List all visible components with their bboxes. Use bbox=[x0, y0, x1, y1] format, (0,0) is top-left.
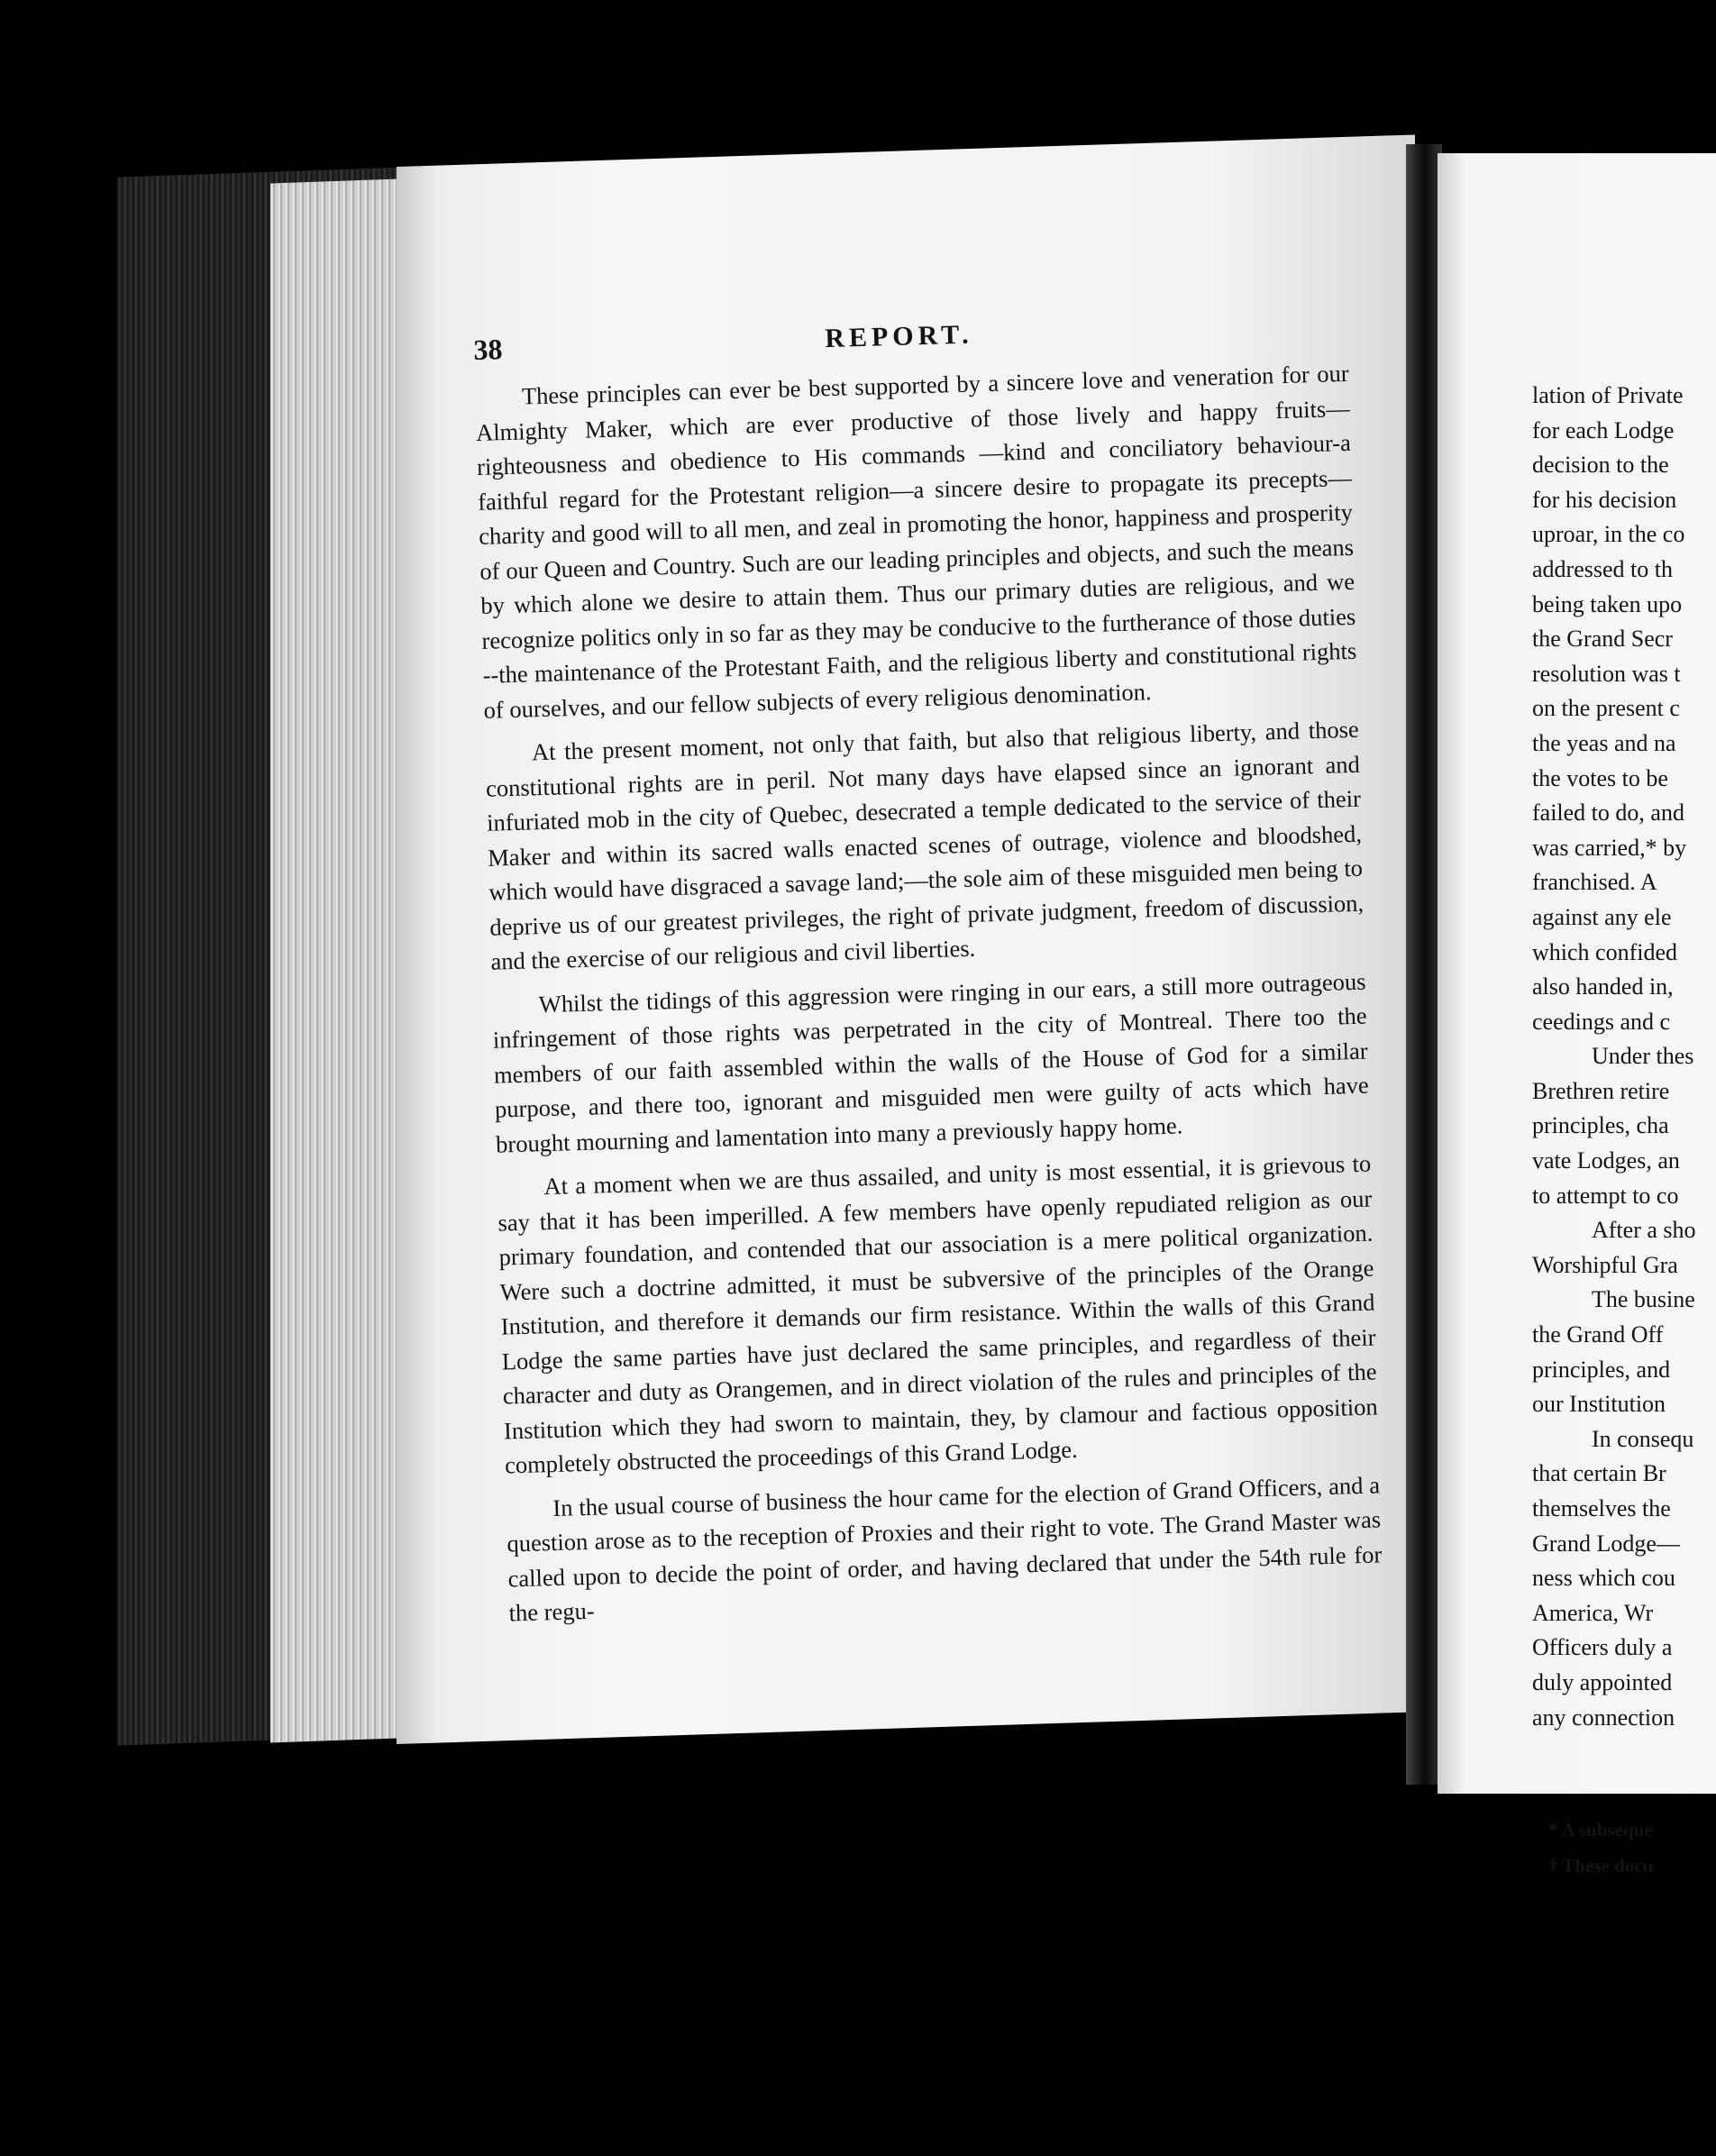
paragraph: Whilst the tidings of this aggression were ringing in our ears, a still more outrageous infringement of those rights was perpetrated in the city of Montreal. There too the members of our faith assembled within the walls of the House of God for a similar purpose, and there too, ignorant and misguided men were guilty of acts which have brought mourning and lamentation into many a previously happy home. bbox=[492, 967, 1370, 1158]
right-page-line: which confided bbox=[1532, 938, 1678, 965]
right-page-line: Brethren retire bbox=[1532, 1077, 1670, 1104]
left-page-text bbox=[473, 309, 1383, 1640]
footnote-mark: † bbox=[1548, 1855, 1563, 1877]
book-gutter bbox=[1406, 144, 1442, 1785]
right-page-line: being taken upo bbox=[1532, 590, 1683, 617]
right-page-line: our Institution bbox=[1532, 1391, 1666, 1418]
footnote bbox=[1548, 1812, 1716, 1848]
right-page-line: franchised. A bbox=[1532, 869, 1657, 896]
right-page-line: ness which cou bbox=[1532, 1565, 1675, 1592]
right-page-line: vate Lodges, an bbox=[1532, 1147, 1680, 1174]
right-page-line: the yeas and na bbox=[1532, 729, 1676, 756]
paragraph: These principles can ever be best supported by a sincere love and veneration for our Almighty Maker, which are ever productive of those lively and happy fruits—righteousness and obedience to His commands —kind and conciliatory behaviour-a faithful regard for the Protestant religion—a sincere desire to propagate its precepts—charity and good will to all men, and zeal in promoting the honor, happiness and prosperity of our Queen and Country. Such are our leading principles and objects, and such the means by which alone we desire to attain them. Thus our primary duties are religious, and we recognize politics only in so far as they may be conducive to the furtherance of those duties --the maintenance of the Protestant Faith, and the religious liberty and constitutional rights of ourselves, and our fellow subjects of every religious denomination. bbox=[475, 359, 1357, 724]
right-page-line: The busine bbox=[1592, 1286, 1695, 1313]
right-page-line: After a sho bbox=[1592, 1217, 1696, 1244]
right-page-line: principles, and bbox=[1532, 1356, 1671, 1383]
right-page-line: for each Lodge bbox=[1532, 416, 1675, 443]
right-page-line: Worshipful Gra bbox=[1532, 1251, 1678, 1278]
right-page-line: Officers duly a bbox=[1532, 1634, 1673, 1661]
paragraph: At the present moment, not only that faith, but also that religious liberty, and those constitutional rights are in peril. Not many days have elapsed since an ignorant and infuriated mob in the city of Quebec, desecrated a temple dedicated to the service of their Maker and within its sacred walls enacted scenes of outrage, violence and bloodshed, which would have disgraced a savage land;—the sole aim of these misguided men being to deprive us of our greatest privileges, the right of private judgment, freedom of discussion, and the exercise of our religious and civil liberties. bbox=[485, 715, 1365, 975]
right-page-line: the votes to be bbox=[1532, 764, 1668, 791]
right-page-line: Grand Lodge— bbox=[1532, 1530, 1680, 1557]
running-head: REPORT. bbox=[824, 319, 973, 354]
right-page-line: Under thes bbox=[1592, 1043, 1694, 1070]
right-page-line: addressed to th bbox=[1532, 555, 1673, 582]
right-page-line: also handed in, bbox=[1532, 973, 1674, 1000]
right-page-line: decision to the bbox=[1532, 452, 1669, 479]
right-page-line: uproar, in the co bbox=[1532, 521, 1685, 548]
right-page-line: duly appointed bbox=[1532, 1668, 1673, 1695]
footnote bbox=[1548, 1848, 1716, 1884]
paragraph: At a moment when we are thus assailed, and unity is most essential, it is grievous to say that it has been imperilled. A few members have openly repudiated religion as our primary foundation, and contended that our association is a mere political organization. Were such a doctrine admitted, it must be subversive of the principles of the Orange Institution, and therefore it demands our firm resistance. Within the walls of this Grand Lodge the same parties have just declared the same principles, and regardless of their character and duty as Orangemen, and in direct violation of the rules and principles of the Institution which they had sworn to maintain, they, by clamour and factious opposition completely obstructed the proceedings of this Grand Lodge. bbox=[497, 1149, 1379, 1479]
footnote-text: A subseque bbox=[1561, 1819, 1653, 1841]
paragraph: In the usual course of business the hour came for the election of Grand Officers, and a question arose as to the reception of Proxies and their right to vote. The Grand Master was called upon to decide the point of order, and having declared that under the 54th rule for the regu- bbox=[507, 1470, 1383, 1627]
right-page-line: for his decision bbox=[1532, 486, 1677, 513]
footnote-text: These docu bbox=[1562, 1855, 1654, 1877]
right-page-text bbox=[1532, 379, 1716, 1735]
right-page-line: the Grand Secr bbox=[1532, 626, 1673, 653]
right-page-line: In consequ bbox=[1592, 1425, 1694, 1452]
right-page-line: America, Wr bbox=[1532, 1599, 1654, 1626]
right-page-line: to attempt to co bbox=[1532, 1182, 1679, 1209]
right-page-line: that certain Br bbox=[1532, 1460, 1666, 1487]
footnotes bbox=[1548, 1812, 1716, 1884]
right-page-line: themselves the bbox=[1532, 1495, 1671, 1521]
right-page-line: any connection bbox=[1532, 1704, 1675, 1731]
right-page-line: against any ele bbox=[1532, 903, 1672, 930]
right-page-line: lation of Private bbox=[1532, 382, 1684, 408]
right-page-line: ceedings and c bbox=[1532, 1008, 1671, 1035]
footnote-mark: * bbox=[1548, 1819, 1562, 1841]
right-page-line: principles, cha bbox=[1532, 1112, 1669, 1139]
right-page-line: resolution was t bbox=[1532, 660, 1681, 687]
right-page-line: on the present c bbox=[1532, 695, 1680, 722]
right-page-line: the Grand Off bbox=[1532, 1321, 1664, 1348]
right-page-line: was carried,* by bbox=[1532, 834, 1687, 861]
right-page-line: failed to do, and bbox=[1532, 799, 1684, 827]
page-number: 38 bbox=[473, 333, 503, 366]
